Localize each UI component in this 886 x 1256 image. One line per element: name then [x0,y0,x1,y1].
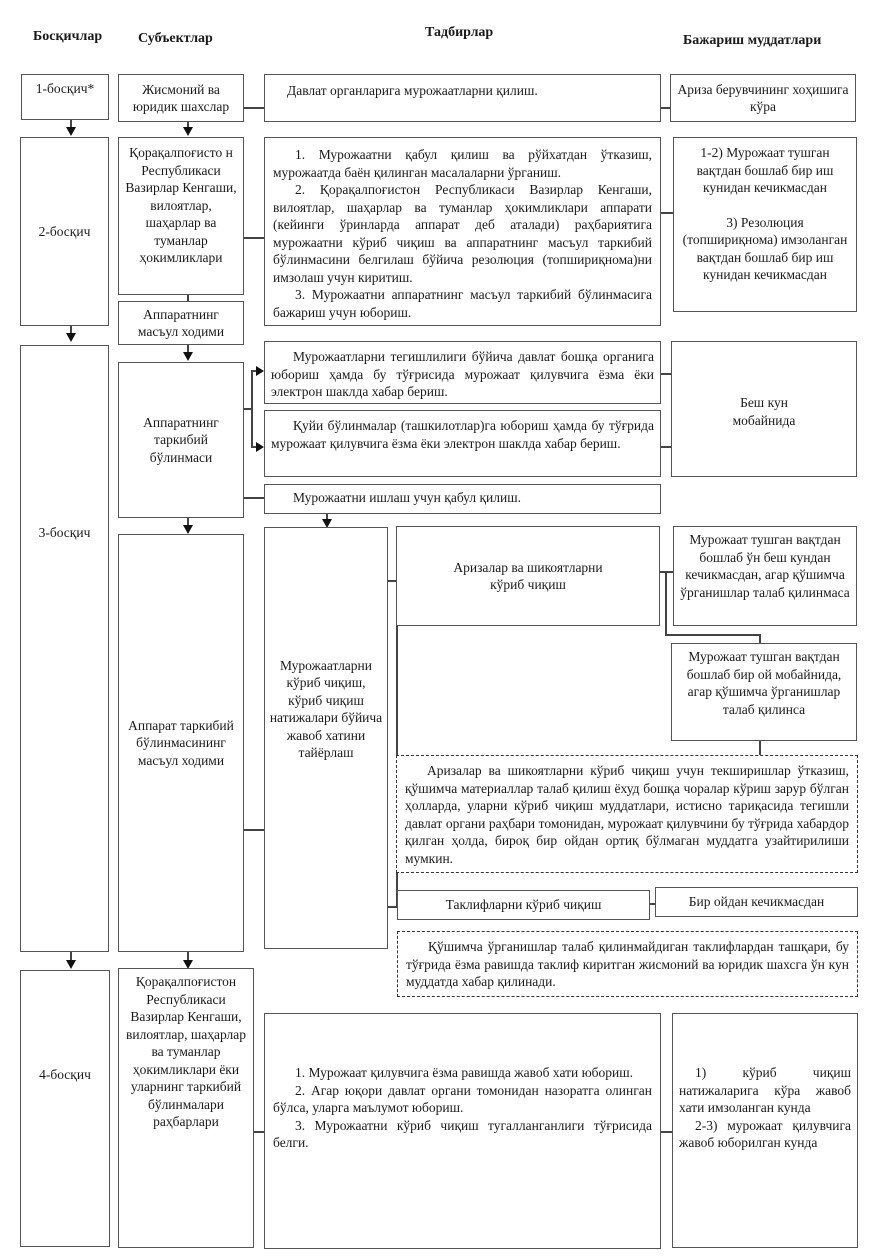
stage-3-complaints-box [396,526,660,626]
stage-1-label: 1-босқич* [35,81,95,96]
stage-2-deadline-box [673,137,857,312]
stage-3-review: Мурожаатларни кўриб чиқиш, кўриб чиқиш натижалари бўйича жавоб хатини тайёрлаш [269,657,383,760]
stage-4-deadline-1: 1) кўриб чиқиш натижаларига кўра жавоб хати имзоланган кунда [679,1065,851,1115]
stage-1-box [21,74,109,120]
stage-2-subject2: Аппаратнинг масъул ходими [137,306,225,339]
stage-1-action-box [264,74,661,122]
stage-4-action-3: 3. Мурожаатни кўриб чиқиш тугалланганлиги тўғрисида белги. [273,1117,652,1150]
stage-3-accept-box [264,484,661,514]
stage-3-proposals-note [397,931,858,997]
stage-3-label: 3-босқич [38,525,91,540]
stage-3-proposals-box [397,890,650,920]
stage-2-actions-box [264,137,661,326]
connector [660,571,673,573]
stage-3-review-box [264,527,388,949]
stage-4-box [20,970,110,1247]
stage-4-deadlines-box [672,1013,858,1248]
header-stages: Босқичлар [33,29,103,44]
stage-2-action-3: 3. Мурожаатни аппаратнинг масъул таркибий бўлинмасига бажариш учун юбориш. [273,287,652,320]
connector [254,1131,264,1133]
stage-2-deadline-a: 1-2) Мурожаат тушган вақтдан бошлаб бир иш кунидан кечикмасдан [696,145,834,195]
stage-3-lower: Қуйи бўлинмалар (ташкилотлар)га юбориш ҳамда бу тўғрида мурожаат қилувчига ёзма ёки электрон шаклда хабар бериш. [271,418,654,451]
connector [661,212,673,214]
connector [661,107,670,109]
stage-1-action: Давлат органларига мурожаатларни қилиш. [287,83,538,98]
stage-3-accept: Мурожаатни ишлаш учун қабул қилиш. [293,490,521,505]
header-subjects: Субъектлар [138,31,213,46]
stage-3-unit-box [118,362,244,518]
stage-2-subject: Қорақалпоғисто н Республикаси Вазирлар Кенгаши, вилоятлар, шаҳарлар ва туманлар ҳокимликлари [125,145,237,265]
connector [244,497,264,499]
connector [244,829,264,831]
header-actions: Тадбирлар [425,25,494,40]
stage-4-subject-box [118,968,254,1248]
connector [759,741,761,755]
connector [244,237,264,239]
arrow-down-icon [66,960,76,969]
stage-3-month: Мурожаат тушган вақтдан бошлаб бир ой мобайнида, агар қўшимча ўрганишлар талаб қилинса [686,649,842,717]
stage-3-extension-note [396,755,858,873]
stage-3-proposals-note-text: Қўшимча ўрганишлар талаб қилинмайдиган таклифлардан ташқари, бу тўғрида ёзма равишда таклиф киритган жисмоний ва юридик шахсга ўн кун муддатда хабар қилинади. [406,939,849,989]
connector [244,107,264,109]
stage-3-extension-text: Аризалар ва шикоятларни кўриб чиқиш учун текширишлар ўтказиш, қўшимча материаллар талаб қилиш ёхуд бошқа чоралар кўриш зарур бўлган ҳолларда, уларни кўриб чиқиш муддатлари, истисно тариқасида тегишли давлат органи раҳбари томонидан, мурожаат қилувчини бу тўғрида хабардор қилган ҳолда, бироқ бир ойдан ортиқ бўлмаган муддатга узайтирилиши мумкин. [405,763,849,866]
connector [759,634,761,643]
stage-2-subject2-box [118,301,244,345]
arrow-down-icon [66,333,76,342]
stage-1-subject: Жисмоний ва юридик шахслар [132,81,230,114]
stage-4-label: 4-босқич [39,1066,91,1082]
stage-1-subject-box [118,74,244,122]
stage-2-label: 2-босқич [38,223,91,239]
stage-1-deadline: Ариза берувчининг хоҳишига кўра [677,81,849,114]
connector [665,571,667,634]
arrow-right-icon [256,366,264,376]
stage-3-proposals-deadline: Бир ойдан кечикмасдан [688,894,825,910]
stage-1-deadline-box [670,74,856,122]
stage-3-15-days-box [673,526,857,626]
arrow-down-icon [183,127,193,136]
stage-4-subject: Қорақалпоғистон Республикаси Вазирлар Кенгаши, вилоятлар, шаҳарлар ва туманлар ҳокимликлари ёки уларнинг таркибий бўлинмалари раҳбарлари [125,974,246,1129]
stage-4-actions-box [264,1013,661,1249]
connector [665,634,760,636]
stage-3-staff-box [118,534,244,952]
connector [251,370,253,446]
stage-2-deadline-b: 3) Резолюция (топшириқнома) имзоланган вақтдан бошлаб бир иш кунидан кечикмасдан [682,214,848,282]
stage-3-redirect-box [264,341,661,404]
stage-4-deadline-2: 2-3) мурожаат қилувчига жавоб юборилган кунда [679,1117,851,1150]
stage-3-proposals: Таклифларни кўриб чиқиш [445,897,602,913]
stage-2-action-2: 2. Қорақалпоғистон Республикаси Вазирлар Кенгаши, вилоятлар, шаҳарлар ва туманлар ҳокимликлари аппарати (кейинги ўринларда аппарат деб аталади) раҳбариятига мурожаатни кўриб чиқиш ва аппаратнинг масъул таркибий бўлинмасини белгилаш бўйича резолюция (топшириқнома)ни имзолаш учун киритиш. [273,182,652,285]
stage-3-five-days-box [671,341,857,477]
stage-3-lower-box [264,410,661,477]
stage-2-action-1: 1. Мурожаатни қабул қилиш ва рўйхатдан ўтказиш, мурожаатда баён қилинган масалаларни ўрганиш. [273,147,652,180]
connector [661,446,671,448]
stage-3-15-days: Мурожаат тушган вақтдан бошлаб ўн беш кундан кечикмасдан, агар қўшимча ўрганишлар талаб қилинмаса [680,532,850,600]
stage-3-proposals-deadline-box [655,887,858,917]
arrow-down-icon [66,127,76,136]
stage-2-box [20,137,109,326]
stage-4-action-1: 1. Мурожаат қилувчига ёзма равишда жавоб хати юбориш. [295,1065,634,1080]
stage-4-action-2: 2. Агар юқори давлат органи томонидан назоратга олинган бўлса, уларга маълумот юбориш. [273,1082,652,1115]
stage-3-complaints: Аризалар ва шикоятларни кўриб чиқиш [453,559,603,592]
stage-3-five-days: Беш кун мобайнида [732,395,796,428]
arrow-down-icon [183,352,193,361]
arrow-down-icon [183,525,193,534]
stage-3-unit: Аппаратнинг таркибий бўлинмаси [143,414,219,465]
connector [661,373,671,375]
stage-2-subject-box [118,137,244,295]
header-deadlines: Бажариш муддатлари [683,33,822,48]
stage-3-month-box [671,643,857,741]
stage-3-staff: Аппарат таркибий бўлинмасининг масъул ходими [128,717,234,768]
stage-3-redirect: Мурожаатларни тегишлилиги бўйича давлат бошқа органига юбориш ҳамда бу тўғрисида мурожаат қилувчига ёзма ёки электрон шаклда хабар бериш. [271,349,654,399]
connector [388,906,397,908]
stage-3-box [20,345,109,952]
arrow-right-icon [256,442,264,452]
